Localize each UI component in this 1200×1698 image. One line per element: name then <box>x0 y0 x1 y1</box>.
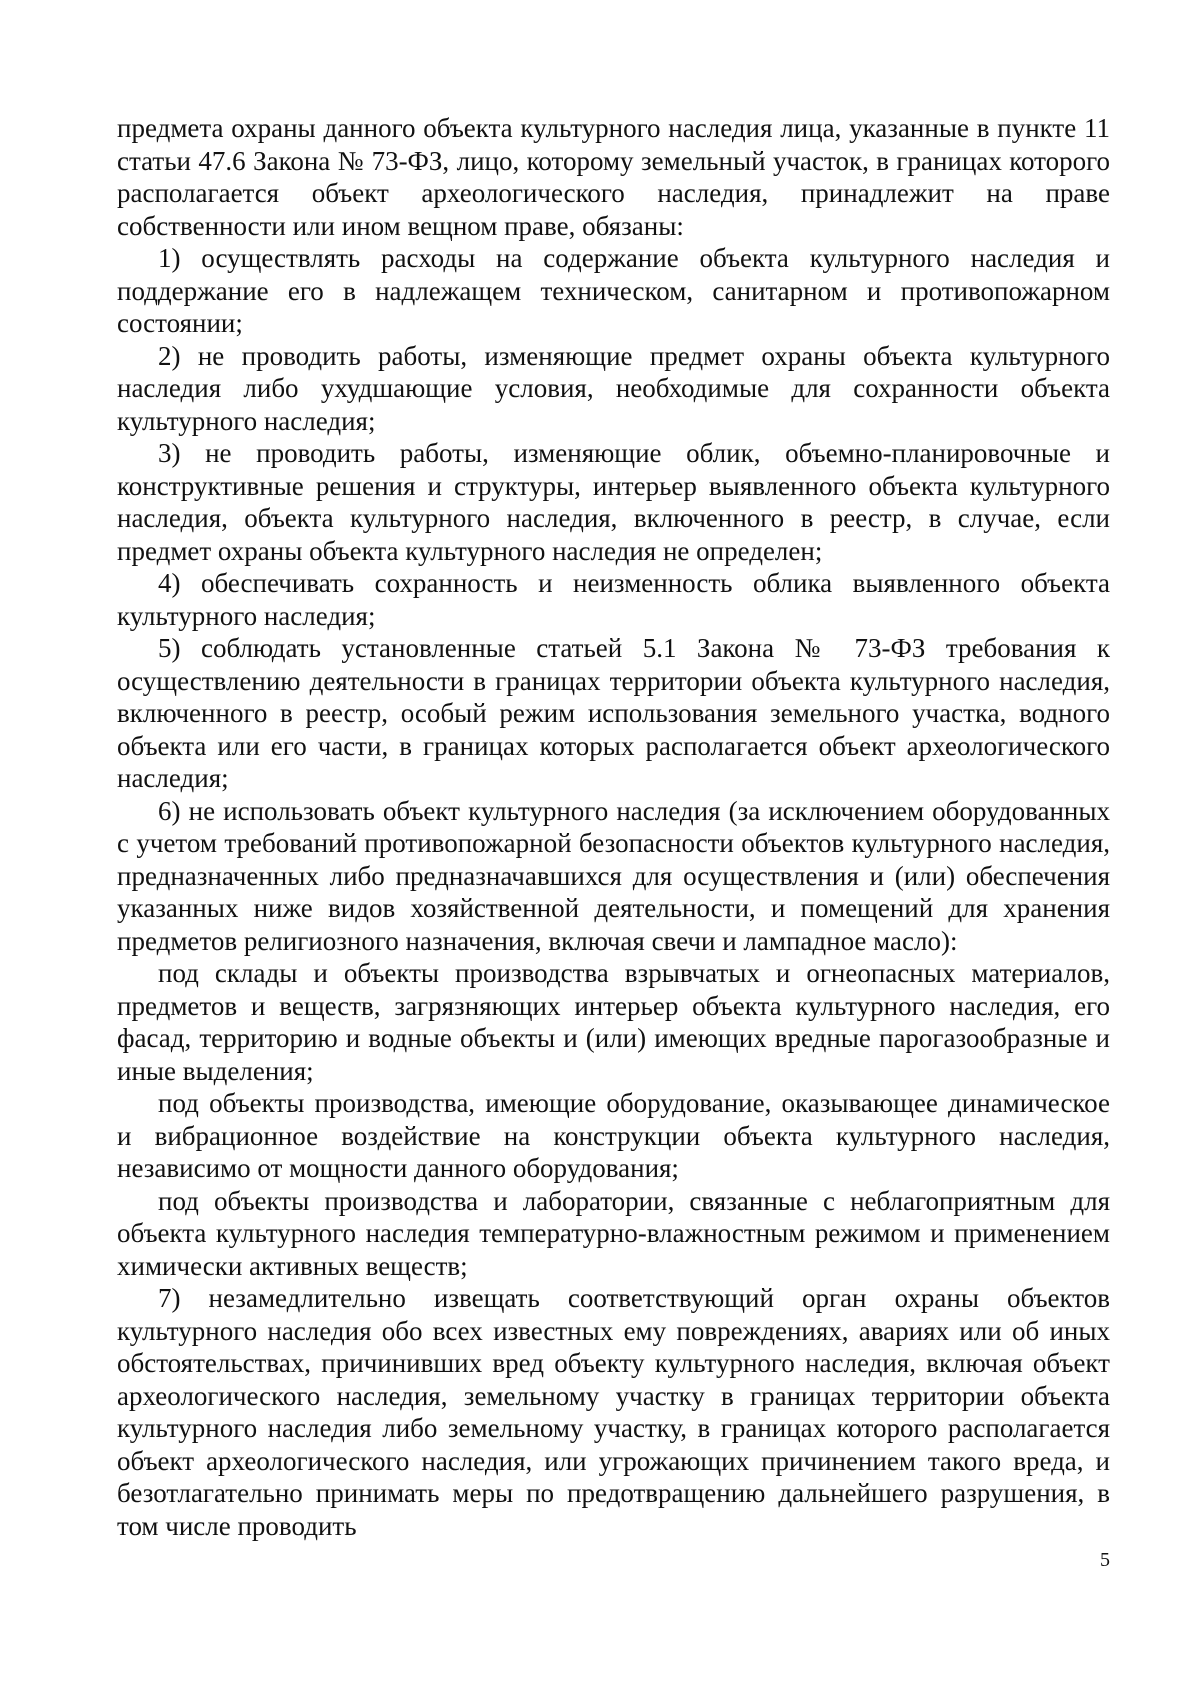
paragraph-item-6: 6) не использовать объект культурного наследия (за исключением оборудованных с учетом требований противопожарной безопасности объектов культурного наследия, предназначенных либо предназначавшихся для осуществления и (или) обеспечения указанных ниже видов хозяйственной деятельности, и помещений для хранения предметов религиозного назначения, включая свечи и лампадное масло): <box>117 795 1110 956</box>
page-number: 5 <box>1100 1549 1110 1571</box>
paragraph-item-7: 7) незамедлительно извещать соответствующий орган охраны объектов культурного наследия обо всех известных ему повреждениях, авариях или об иных обстоятельствах, причинивших вред объекту культурного наследия, включая объект археологического наследия, земельному участку в границах территории объекта культурного наследия либо земельному участку, в границах которого располагается объект археологического наследия, или угрожающих причинением такого вреда, и безотлагательно принимать меры по предотвращению дальнейшего разрушения, в том числе проводить <box>117 1283 1110 1541</box>
paragraph-item-3: 3) не проводить работы, изменяющие облик, объемно-планировочные и конструктивные решения и структуры, интерьер выявленного объекта культурного наследия, объекта культурного наследия, включенного в реестр, в случае, если предмет охраны объекта культурного наследия не определен; <box>117 438 1110 566</box>
paragraph-subitem-production: под объекты производства, имеющие оборудование, оказывающее динамическое и вибрационное воздействие на конструкции объекта культурного наследия, независимо от мощности данного оборудования; <box>117 1088 1110 1183</box>
paragraph-item-4: 4) обеспечивать сохранность и неизменность облика выявленного объекта культурного наследия; <box>117 568 1110 631</box>
paragraph-subitem-laboratories: под объекты производства и лаборатории, связанные с неблагоприятным для объекта культурного наследия температурно-влажностным режимом и применением химически активных веществ; <box>117 1185 1110 1281</box>
paragraph-item-1: 1) осуществлять расходы на содержание объекта культурного наследия и поддержание его в надлежащем техническом, санитарном и противопожарном состоянии; <box>117 243 1110 338</box>
paragraph-item-5: 5) соблюдать установленные статьей 5.1 Закона № 73-ФЗ требования к осуществлению деятельности в границах территории объекта культурного наследия, включенного в реестр, особый режим использования земельного участка, водного объекта или его части, в границах которых располагается объект археологического наследия; <box>117 633 1110 793</box>
paragraph-intro: предмета охраны данного объекта культурного наследия лица, указанные в пункте 11 статьи 47.6 Закона № 73-ФЗ, лицо, которому земельный участок, в границах которого располагается объект археологического наследия, принадлежит на праве собственности или ином вещном праве, обязаны: <box>117 113 1110 241</box>
paragraph-subitem-warehouses: под склады и объекты производства взрывчатых и огнеопасных материалов, предметов и веществ, загрязняющих интерьер объекта культурного наследия, его фасад, территорию и водные объекты и (или) имеющих вредные парогазообразные и иные выделения; <box>117 958 1110 1086</box>
paragraph-item-2: 2) не проводить работы, изменяющие предмет охраны объекта культурного наследия либо ухудшающие условия, необходимые для сохранности объекта культурного наследия; <box>117 340 1110 436</box>
document-body <box>117 112 1110 1542</box>
